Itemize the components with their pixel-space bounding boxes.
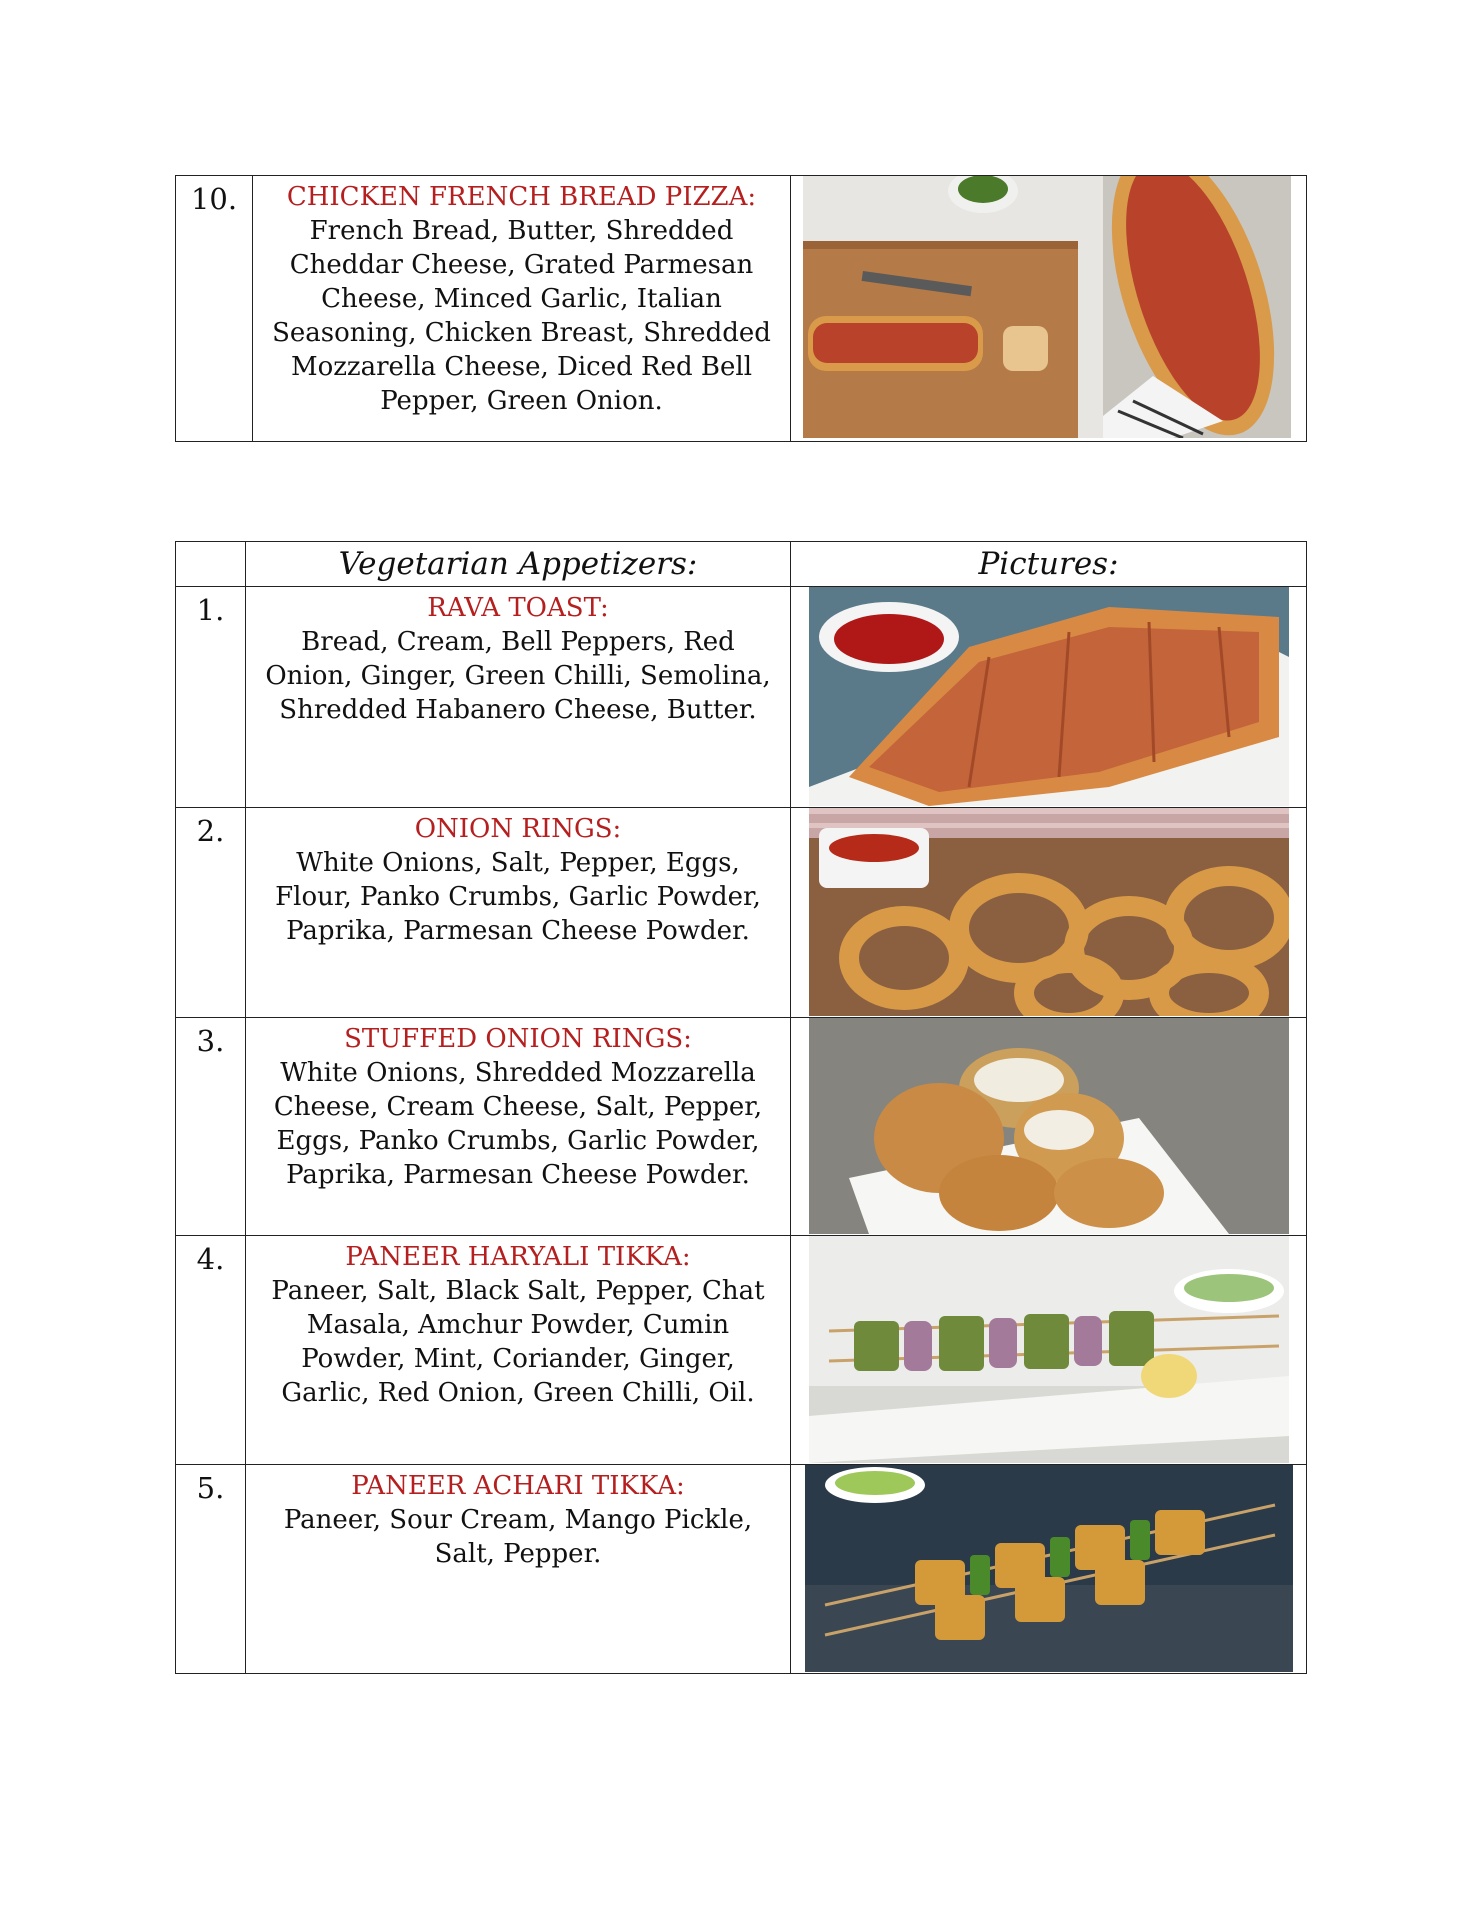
ingredients-text: Paneer, Salt, Black Salt, Pepper, Chat Masala, Amchur Powder, Cumin Powder, Mint, Coriander, Ginger, Garlic, Red Onion, Green Chilli, Oil.	[271, 1276, 765, 1408]
ingredients-text: Bread, Cream, Bell Peppers, Red Onion, Ginger, Green Chilli, Semolina, Shredded Habanero Cheese, Butter.	[265, 627, 771, 725]
dish-name: PANEER HARYALI TIKKA:	[345, 1242, 691, 1272]
table-header-row	[176, 542, 1307, 587]
picture-cell	[791, 587, 1307, 808]
table-row	[176, 1236, 1307, 1465]
dish-name: RAVA TOAST:	[427, 593, 609, 623]
table-row	[176, 176, 1307, 442]
item-number: 10.	[176, 176, 253, 442]
header-number	[176, 542, 246, 587]
item-number: 1.	[176, 587, 246, 808]
dish-name: PANEER ACHARI TIKKA:	[351, 1471, 685, 1501]
picture-cell	[791, 1236, 1307, 1465]
picture-cell	[791, 1465, 1307, 1674]
stuffed-onion-rings-photo	[809, 1018, 1289, 1234]
table-row	[176, 1465, 1307, 1674]
dish-name: ONION RINGS:	[414, 814, 622, 844]
item-number: 4.	[176, 1236, 246, 1465]
french-bread-pizza-photo	[803, 176, 1291, 438]
item-description	[246, 1236, 791, 1465]
paneer-achari-tikka-photo	[805, 1465, 1293, 1672]
header-pictures: Pictures:	[791, 542, 1307, 587]
item-number: 2.	[176, 808, 246, 1018]
veg-appetizers-table	[175, 541, 1307, 1674]
dish-name: STUFFED ONION RINGS:	[344, 1024, 692, 1054]
ingredients-text: White Onions, Salt, Pepper, Eggs, Flour, Panko Crumbs, Garlic Powder, Paprika, Parmesan Cheese Powder.	[275, 848, 761, 946]
item-description	[253, 176, 791, 442]
rava-toast-photo	[809, 587, 1289, 806]
onion-rings-photo	[809, 808, 1289, 1016]
header-appetizers: Vegetarian Appetizers:	[246, 542, 791, 587]
item-number: 3.	[176, 1018, 246, 1236]
picture-cell	[791, 808, 1307, 1018]
paneer-haryali-tikka-photo	[809, 1236, 1289, 1463]
ingredients-text: French Bread, Butter, Shredded Cheddar Cheese, Grated Parmesan Cheese, Minced Garlic, Italian Seasoning, Chicken Breast, Shredded Mozzarella Cheese, Diced Red Bell Pepper, Green Onion.	[272, 216, 771, 416]
item-description	[246, 1018, 791, 1236]
picture-cell	[791, 1018, 1307, 1236]
ingredients-text: White Onions, Shredded Mozzarella Cheese, Cream Cheese, Salt, Pepper, Eggs, Panko Crumbs, Garlic Powder, Paprika, Parmesan Cheese Powder.	[273, 1058, 763, 1190]
ingredients-text: Paneer, Sour Cream, Mango Pickle, Salt, Pepper.	[283, 1505, 753, 1569]
table-row	[176, 1018, 1307, 1236]
top-item-table	[175, 175, 1307, 442]
item-description	[246, 808, 791, 1018]
picture-cell	[791, 176, 1307, 442]
item-number: 5.	[176, 1465, 246, 1674]
item-description	[246, 1465, 791, 1674]
item-description	[246, 587, 791, 808]
dish-name: CHICKEN FRENCH BREAD PIZZA:	[286, 182, 757, 212]
table-row	[176, 808, 1307, 1018]
table-row	[176, 587, 1307, 808]
